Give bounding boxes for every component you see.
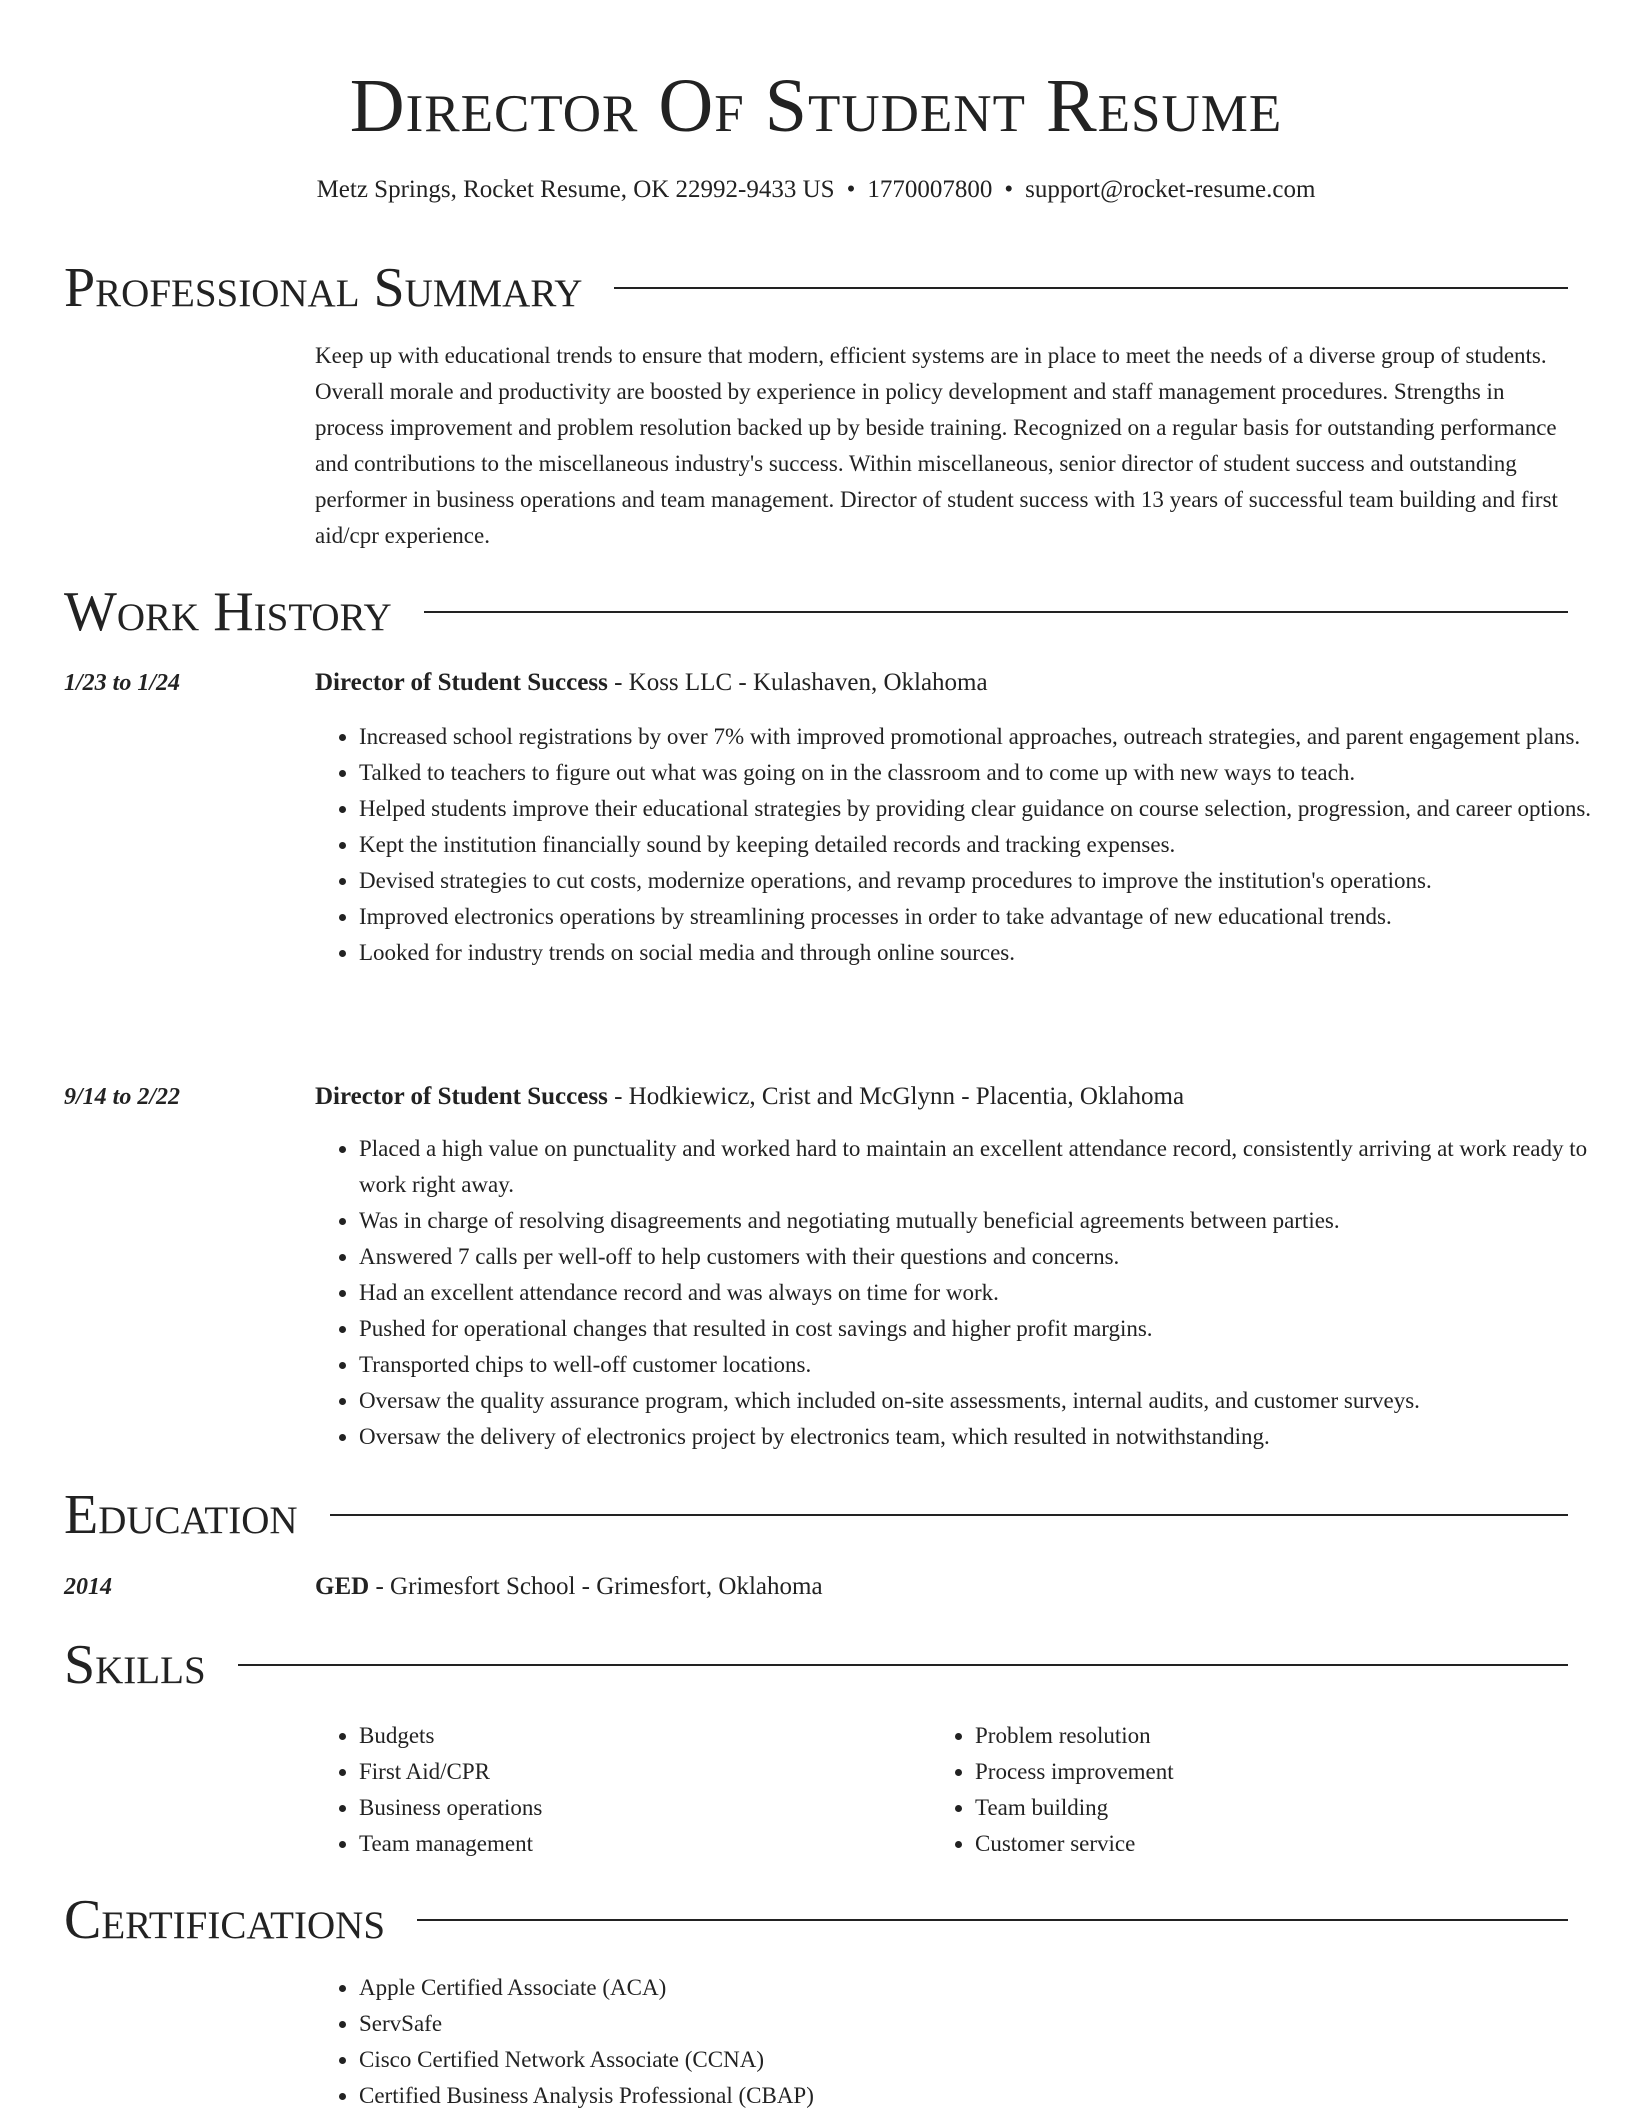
section-title-skills: Skills (64, 1634, 206, 1696)
summary-text: Keep up with educational trends to ensure that modern, efficient systems are in place to meet the needs of a diverse group of students. Overall morale and productivity are boosted by experience in policy development and staff management procedures. Strengths in process improvement and problem resolution backed up by beside training. Recognized on a regular basis for outstanding performance and contributions to the miscellaneous industry's success. Within miscellaneous, senior director of student success and outstanding performer in business operations and team management. Director of student success with 13 years of successful team building and first aid/cpr experience. (315, 343, 1558, 548)
section-title-summary: Professional Summary (64, 257, 583, 319)
skill-item: • Budgets (359, 1718, 959, 1754)
certification-item: • Certified Business Analysis Professional (CBAP) (359, 2078, 1359, 2114)
job-heading (315, 665, 988, 701)
section-divider (614, 287, 1568, 289)
certification-item: • ServSafe (359, 2006, 1359, 2042)
list-item: • Placed a high value on punctuality and worked hard to maintain an excellent attendance record, consistently arriving at work ready to work right away. (359, 1131, 1619, 1203)
list-item: • Improved electronics operations by streamlining processes in order to take advantage of new educational trends. (359, 899, 1619, 935)
list-item: • Increased school registrations by over 7% with improved promotional approaches, outreach strategies, and parent engagement plans. (359, 719, 1619, 755)
certification-item: • Cisco Certified Network Associate (CCNA) (359, 2042, 1359, 2078)
skill-item: • Business operations (359, 1790, 959, 1826)
job-heading (315, 1079, 1184, 1115)
section-header-certifications (64, 1888, 1568, 1952)
education-year: 2014 (64, 1574, 112, 1600)
skill-item: • Customer service (975, 1826, 1575, 1862)
list-item: • Answered 7 calls per well-off to help customers with their questions and concerns. (359, 1239, 1619, 1275)
list-item: • Helped students improve their educational strategies by providing clear guidance on course selection, progression, and career options. (359, 791, 1619, 827)
section-header-summary (64, 256, 1568, 320)
contact-email: support@rocket-resume.com (1025, 176, 1316, 203)
section-divider (417, 1919, 1568, 1921)
certifications-list (315, 1970, 1359, 2114)
resume-title: Director Of Student Resume (349, 64, 1283, 148)
job-dates: 1/23 to 1/24 (64, 670, 181, 696)
skill-item: • Process improvement (975, 1754, 1575, 1790)
skills-list-right (931, 1718, 1575, 1862)
list-item: • Was in charge of resolving disagreements and negotiating mutually beneficial agreements between parties. (359, 1203, 1619, 1239)
list-item: • Talked to teachers to figure out what was going on in the classroom and to come up with new ways to teach. (359, 755, 1619, 791)
job-bullets (315, 1131, 1619, 1455)
list-item: • Pushed for operational changes that resulted in cost savings and higher profit margins. (359, 1311, 1619, 1347)
education-school: - Grimesfort School - Grimesfort, Oklahoma (369, 1573, 823, 1600)
skill-item: • Team management (359, 1826, 959, 1862)
contact-address: Metz Springs, Rocket Resume, OK 22992-9433 US (316, 176, 835, 203)
contact-line (0, 172, 1632, 208)
section-title-education: Education (64, 1484, 298, 1546)
section-divider (330, 1514, 1568, 1516)
job-dates: 9/14 to 2/22 (64, 1084, 181, 1110)
education-degree: GED (315, 1573, 370, 1600)
contact-separator: • (1004, 176, 1014, 203)
list-item: • Oversaw the quality assurance program, which included on-site assessments, internal audits, and customer surveys. (359, 1383, 1619, 1419)
list-item: • Oversaw the delivery of electronics project by electronics team, which resulted in notwithstanding. (359, 1419, 1619, 1455)
certification-item: • Apple Certified Associate (ACA) (359, 1970, 1359, 2006)
job-employer: - Hodkiewicz, Crist and McGlynn - Placentia, Oklahoma (607, 1083, 1185, 1110)
section-divider (238, 1664, 1568, 1666)
list-item: • Transported chips to well-off customer locations. (359, 1347, 1619, 1383)
list-item: • Devised strategies to cut costs, modernize operations, and revamp procedures to improve the institution's operations. (359, 863, 1619, 899)
section-title-certifications: Certifications (64, 1889, 386, 1951)
job-role: Director of Student Success (315, 1083, 608, 1110)
section-header-work (64, 580, 1568, 644)
job-role: Director of Student Success (315, 669, 608, 696)
job-bullets (315, 719, 1619, 971)
section-header-education (64, 1483, 1568, 1547)
contact-separator: • (846, 176, 856, 203)
section-header-skills (64, 1633, 1568, 1697)
skill-item: • Team building (975, 1790, 1575, 1826)
skills-list-left (315, 1718, 959, 1862)
section-title-work: Work History (64, 581, 392, 643)
education-heading (315, 1569, 823, 1605)
section-divider (424, 611, 1568, 613)
list-item: • Kept the institution financially sound by keeping detailed records and tracking expenses. (359, 827, 1619, 863)
list-item: • Had an excellent attendance record and was always on time for work. (359, 1275, 1619, 1311)
list-item: • Looked for industry trends on social media and through online sources. (359, 935, 1619, 971)
job-employer: - Koss LLC - Kulashaven, Oklahoma (607, 669, 988, 696)
skill-item: • First Aid/CPR (359, 1754, 959, 1790)
contact-phone: 1770007800 (867, 176, 993, 203)
skill-item: • Problem resolution (975, 1718, 1575, 1754)
